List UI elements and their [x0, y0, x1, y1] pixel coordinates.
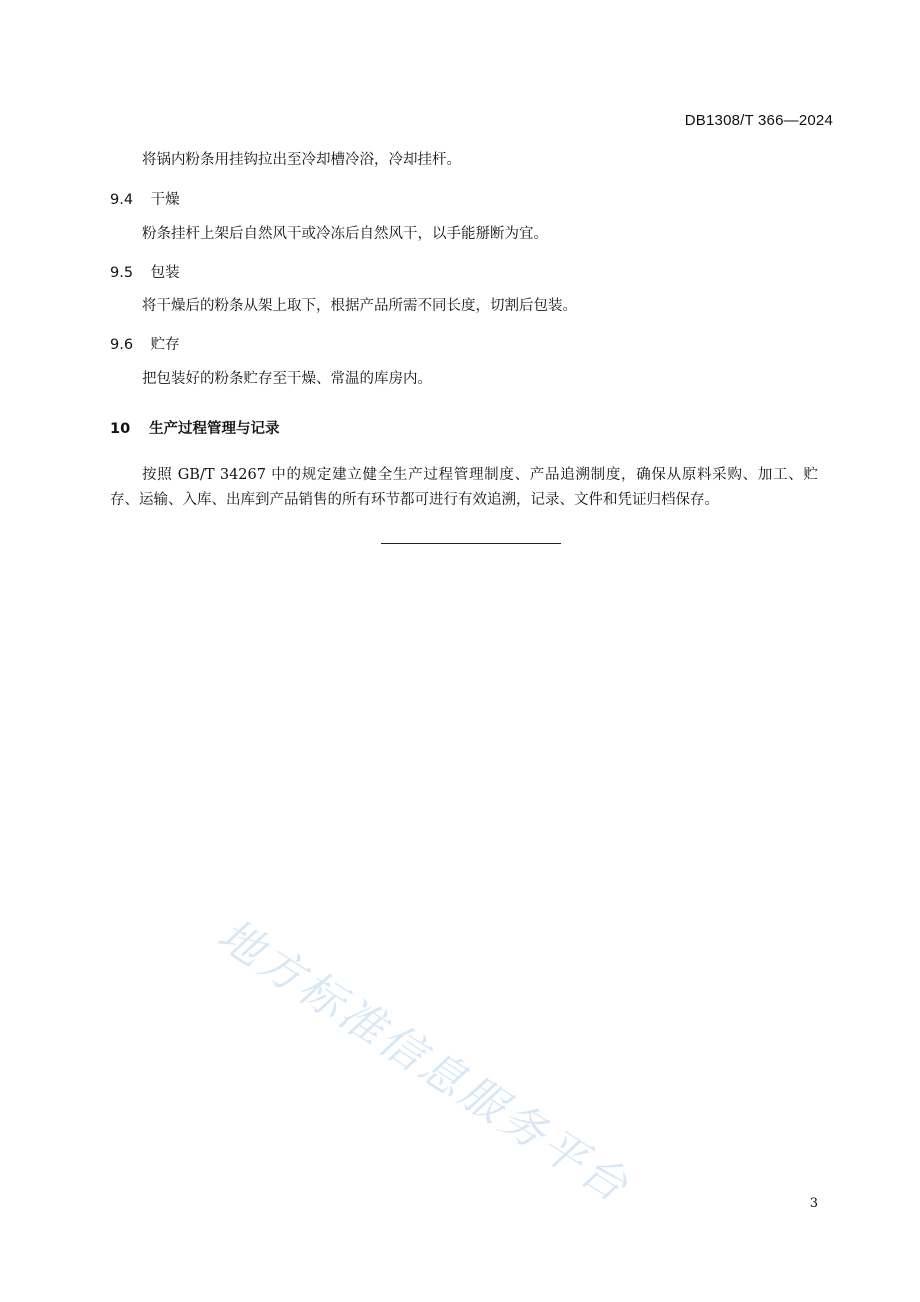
- heading-title: 生产过程管理与记录: [149, 421, 280, 437]
- heading-title: 贮存: [150, 337, 180, 353]
- document-code: DB1308/T 366—2024: [684, 112, 833, 129]
- heading-number: 9.4: [110, 192, 134, 208]
- heading-9-5: [110, 261, 180, 282]
- paragraph-drying: 粉条挂杆上架后自然风干或冷冻后自然风干，以手能掰断为宜。: [142, 226, 548, 242]
- heading-number: 9.6: [110, 337, 134, 353]
- paragraph-process-management: 按照 GB/T 34267 中的规定建立健全生产过程管理制度、产品追溯制度，确保从原料采购、加工、贮存、运输、入库、出库到产品销售的所有环节都可进行有效追溯，记录、文件和凭证归档保存。: [110, 467, 818, 508]
- heading-number: 9.5: [110, 265, 134, 281]
- end-rule: [381, 543, 561, 544]
- heading-title: 干燥: [150, 192, 180, 208]
- paragraph-packaging: 将干燥后的粉条从架上取下，根据产品所需不同长度，切割后包装。: [142, 298, 577, 314]
- page-number: 3: [809, 1196, 818, 1211]
- paragraph-storage: 把包装好的粉条贮存至干燥、常温的库房内。: [142, 371, 432, 387]
- heading-title: 包装: [150, 265, 180, 281]
- watermark: 地方标准信息服务平台: [208, 909, 639, 1214]
- heading-10: [110, 417, 280, 438]
- heading-9-4: [110, 188, 180, 209]
- heading-number: 10: [110, 421, 131, 437]
- heading-9-6: [110, 333, 180, 354]
- paragraph-cooling: 将锅内粉条用挂钩拉出至冷却槽冷浴，冷却挂杆。: [142, 152, 461, 168]
